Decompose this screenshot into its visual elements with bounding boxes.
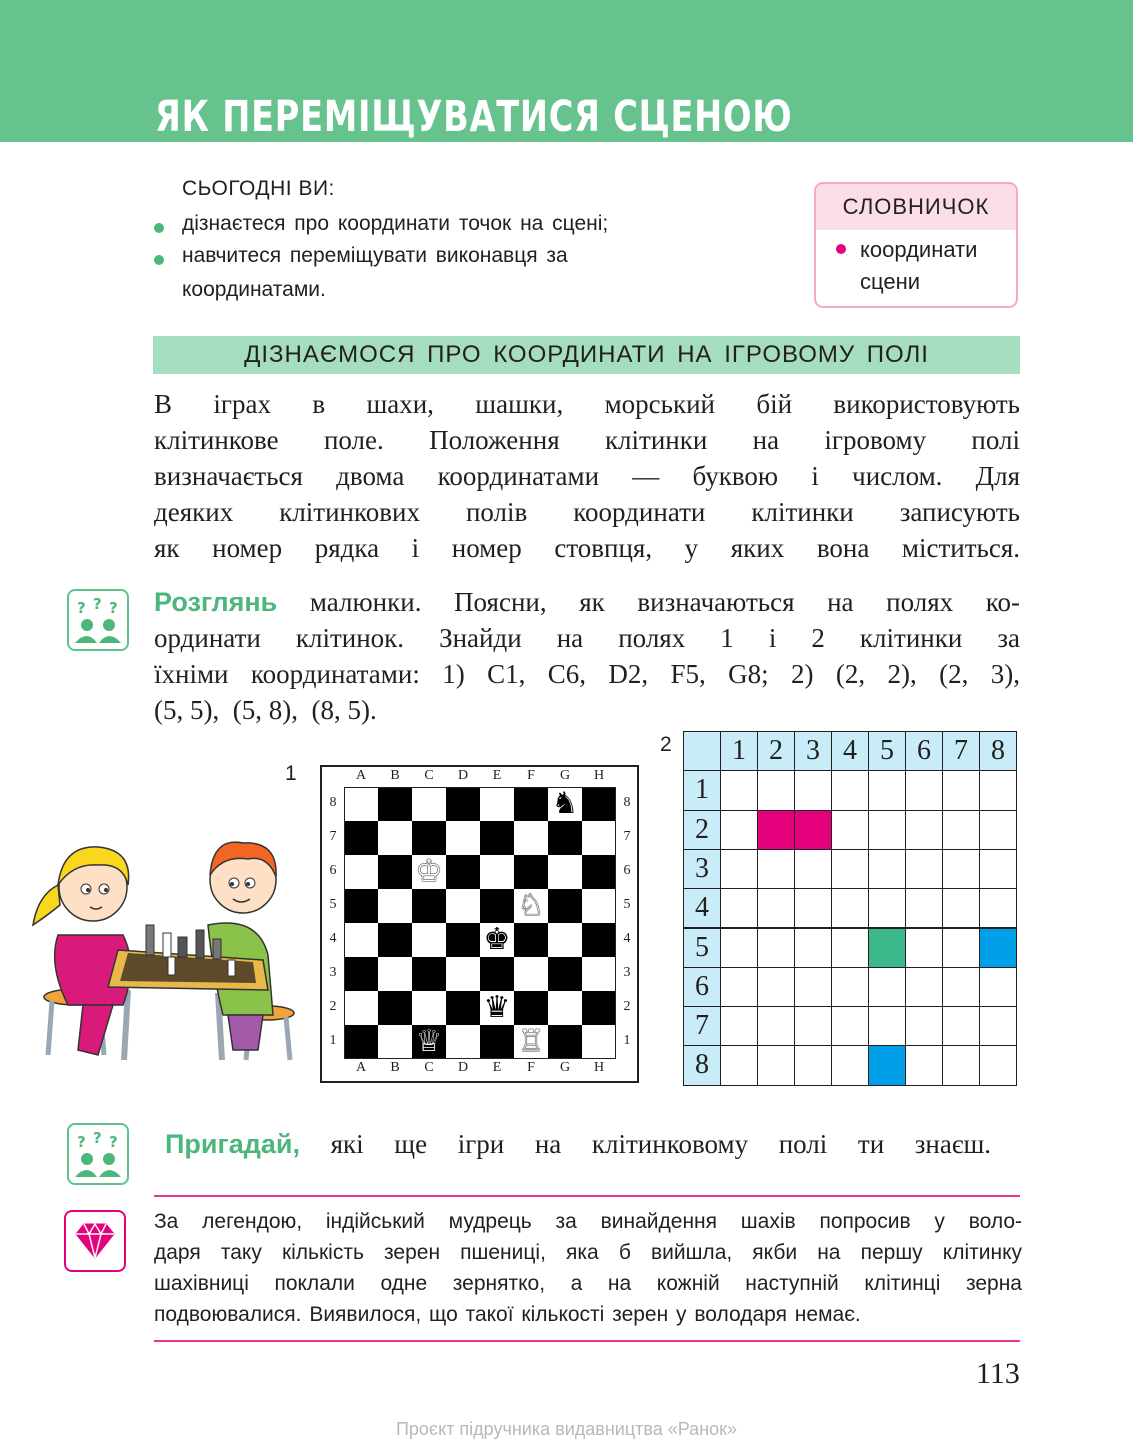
page-number: 113 — [976, 1357, 1020, 1390]
footer-note: Проєкт підручника видавництва «Ранок» — [395, 1419, 738, 1439]
vocabulary-title: СЛОВНИЧОК — [842, 194, 990, 219]
grid-cell — [942, 810, 980, 850]
column-header: 1 — [720, 731, 758, 771]
grid-cell — [794, 967, 832, 1007]
file-label: H — [593, 768, 605, 783]
file-label: F — [527, 1060, 535, 1075]
file-label: H — [593, 1060, 605, 1075]
chessboard — [320, 765, 639, 1083]
grid-cell-highlighted — [868, 928, 906, 968]
task1-lead: Розглянь — [154, 587, 278, 617]
section-heading-band — [153, 336, 1020, 374]
divider — [154, 1340, 1020, 1342]
svg-text:?: ? — [109, 1133, 118, 1151]
file-label: B — [390, 768, 400, 783]
row-header: 6 — [683, 967, 721, 1007]
rank-label: 1 — [329, 1033, 337, 1048]
file-label: G — [559, 1060, 571, 1075]
numbered-grid — [683, 731, 1016, 1085]
grid-cell — [720, 1045, 758, 1085]
fact-line: За легендою, індійський мудрець за винайдення шахів попросив у воло- — [154, 1210, 1022, 1233]
grid-cell — [757, 849, 795, 889]
grid-cell — [831, 770, 869, 810]
grid-cell — [942, 888, 980, 928]
intro-line: клітинкове поле. Положення клітинки на ігровому полі — [154, 425, 1020, 455]
row-header: 5 — [683, 928, 721, 968]
bullet-icon — [154, 255, 164, 265]
goal-item-continued: координатами. — [182, 278, 326, 301]
rank-label: 2 — [623, 999, 631, 1014]
column-header: 6 — [905, 731, 943, 771]
rank-label: 5 — [623, 897, 631, 912]
fact-line: подвоювалися. Виявилося, що такої кількості зерен у володаря немає. — [154, 1303, 861, 1326]
vocabulary-term-line: координати — [860, 237, 978, 262]
task2-lead: Пригадай, — [165, 1129, 301, 1159]
rank-label: 7 — [329, 829, 337, 844]
file-label: D — [457, 768, 469, 783]
file-label: E — [492, 1060, 502, 1075]
rank-label: 7 — [623, 829, 631, 844]
grid-cell — [794, 1006, 832, 1046]
rank-label: 4 — [623, 931, 631, 946]
file-label: C — [424, 768, 434, 783]
grid-cell — [831, 967, 869, 1007]
column-header: 4 — [831, 731, 869, 771]
chess-piece-black: ♚ — [483, 922, 511, 957]
grid-corner — [683, 731, 721, 771]
intro-line: деяких клітинкових полів координати клітинки записують — [154, 497, 1020, 527]
chess-piece-white: ♔ — [415, 854, 443, 889]
chess-piece-black: ♛ — [483, 990, 511, 1025]
grid-cell — [794, 849, 832, 889]
task1-line — [154, 587, 1020, 618]
grid-cell — [757, 770, 795, 810]
grid-cell — [979, 967, 1017, 1007]
grid-cell — [942, 967, 980, 1007]
figure2-label: 2 — [660, 733, 672, 756]
grid-cell — [794, 928, 832, 968]
grid-cell — [905, 1045, 943, 1085]
page-title: ЯК ПЕРЕМІЩУВАТИСЯ СЦЕНОЮ — [155, 92, 793, 142]
grid-cell — [905, 849, 943, 889]
svg-text:?: ? — [77, 599, 86, 617]
grid-cell — [942, 1045, 980, 1085]
grid-cell — [757, 888, 795, 928]
fact-paragraph — [154, 1210, 1022, 1335]
task1-text: малюнки. Поясни, як визначаються на полях ко- — [309, 587, 1021, 617]
grid-cell — [868, 1006, 906, 1046]
discuss-icon — [67, 589, 129, 651]
rank-label: 3 — [329, 965, 337, 980]
column-header: 5 — [868, 731, 906, 771]
rank-label: 8 — [329, 795, 337, 810]
svg-text:?: ? — [109, 599, 118, 617]
intro-line: В іграх в шахи, шашки, морський бій використовують — [154, 389, 1020, 419]
column-header: 8 — [979, 731, 1017, 771]
grid-cell — [794, 1045, 832, 1085]
figure1-label: 1 — [285, 762, 297, 785]
grid-cell — [868, 810, 906, 850]
divider — [154, 1195, 1020, 1197]
grid-cell — [720, 1006, 758, 1046]
grid-cell — [905, 928, 943, 968]
chessboard-grid — [322, 767, 637, 1081]
grid-cell-highlighted — [757, 810, 795, 850]
grid-cell — [720, 888, 758, 928]
goals-heading: СЬОГОДНІ ВИ: — [182, 177, 335, 200]
chess-piece-black: ♞ — [551, 786, 579, 821]
goal-item: навчитеся переміщувати виконавця за — [182, 244, 568, 267]
grid-cell — [868, 888, 906, 928]
row-header: 7 — [683, 1006, 721, 1046]
column-header: 7 — [942, 731, 980, 771]
row-header: 3 — [683, 849, 721, 889]
vocabulary-term — [860, 234, 977, 298]
file-label: A — [355, 1060, 367, 1075]
row-header: 4 — [683, 888, 721, 928]
chess-piece-white: ♕ — [415, 1024, 443, 1059]
grid-cell — [831, 810, 869, 850]
task1-line: (5, 5), (5, 8), (8, 5). — [154, 695, 377, 725]
column-header: 3 — [794, 731, 832, 771]
task1-line: їхніми координатами: 1) C1, C6, D2, F5, G8; 2) (2, 2), (2, 3), — [154, 659, 1020, 689]
grid-cell — [831, 849, 869, 889]
vocabulary-term-line: сцени — [860, 269, 921, 294]
grid-cell — [831, 1006, 869, 1046]
grid-cell — [757, 928, 795, 968]
grid-cell-highlighted — [868, 1045, 906, 1085]
grid-cell — [868, 770, 906, 810]
fact-line: даря таку кількість зерен пшениці, яка б вийшла, якби на першу клітинку — [154, 1241, 1022, 1264]
bullet-icon — [836, 244, 846, 254]
rank-label: 5 — [329, 897, 337, 912]
intro-line: як номер рядка і номер стовпця, у яких вона міститься. — [154, 533, 1020, 563]
grid-cell — [831, 1045, 869, 1085]
vocabulary-header — [816, 184, 1016, 230]
grid-cell — [905, 810, 943, 850]
grid-cell — [794, 770, 832, 810]
grid-cell — [757, 1006, 795, 1046]
grid-cell — [979, 1006, 1017, 1046]
grid-cell-highlighted — [979, 928, 1017, 968]
grid-cell — [831, 928, 869, 968]
section-title: ДІЗНАЄМОСЯ ПРО КООРДИНАТИ НА ІГРОВОМУ ПОЛІ — [244, 341, 929, 368]
file-label: F — [527, 768, 535, 783]
rank-label: 3 — [623, 965, 631, 980]
grid-cell — [720, 967, 758, 1007]
grid-cell — [905, 1006, 943, 1046]
grid-cell — [905, 967, 943, 1007]
svg-text:?: ? — [93, 1129, 102, 1147]
file-label: C — [424, 1060, 434, 1075]
grid-cell — [794, 888, 832, 928]
grid-cell — [979, 770, 1017, 810]
svg-text:?: ? — [93, 595, 102, 613]
rank-label: 8 — [623, 795, 631, 810]
intro-line: визначається двома координатами — буквою і числом. Для — [154, 461, 1020, 491]
grid-cell — [720, 770, 758, 810]
file-label: E — [492, 768, 502, 783]
vocabulary-box — [814, 182, 1018, 308]
grid-cell — [979, 888, 1017, 928]
bullet-icon — [154, 223, 164, 233]
rank-label: 6 — [623, 863, 631, 878]
rank-label: 4 — [329, 931, 337, 946]
rank-label: 2 — [329, 999, 337, 1014]
chess-piece-white: ♖ — [517, 1024, 545, 1059]
children-playing-chess-illustration — [28, 815, 296, 1065]
file-label: G — [559, 768, 571, 783]
task2-text: які ще ігри на клітинковому полі ти знаєш. — [330, 1129, 991, 1159]
grid-cell — [868, 967, 906, 1007]
row-header: 1 — [683, 770, 721, 810]
grid-cell — [720, 928, 758, 968]
grid-cell — [905, 888, 943, 928]
rank-label: 6 — [329, 863, 337, 878]
fact-line: шахівниці поклали одне зернятко, а на кожній наступній клітинці зерна — [154, 1272, 1022, 1295]
task1-line: ординати клітинок. Знайди на полях 1 і 2 клітинки за — [154, 623, 1020, 653]
grid-cell-highlighted — [794, 810, 832, 850]
grid-cell — [942, 849, 980, 889]
grid-cell — [757, 1045, 795, 1085]
file-label: A — [355, 768, 367, 783]
chess-piece-white: ♘ — [517, 888, 545, 923]
rank-label: 1 — [623, 1033, 631, 1048]
grid-cell — [979, 849, 1017, 889]
grid-cell — [831, 888, 869, 928]
grid-cell — [905, 770, 943, 810]
task2-line — [165, 1129, 991, 1160]
file-label: D — [457, 1060, 469, 1075]
file-label: B — [390, 1060, 400, 1075]
svg-text:?: ? — [77, 1133, 86, 1151]
grid-cell — [979, 1045, 1017, 1085]
row-header: 8 — [683, 1045, 721, 1085]
grid-cell — [868, 849, 906, 889]
grid-cell — [942, 1006, 980, 1046]
row-header: 2 — [683, 810, 721, 850]
grid-cell — [720, 849, 758, 889]
diamond-icon — [64, 1210, 126, 1272]
chess-piece-black: ♝ — [449, 990, 477, 1025]
grid-cell — [720, 810, 758, 850]
column-header: 2 — [757, 731, 795, 771]
grid-cell — [942, 928, 980, 968]
grid-cell — [757, 967, 795, 1007]
grid-cell — [942, 770, 980, 810]
goal-item: дізнаєтеся про координати точок на сцені; — [182, 212, 609, 235]
discuss-icon — [67, 1123, 129, 1185]
grid-cell — [979, 810, 1017, 850]
